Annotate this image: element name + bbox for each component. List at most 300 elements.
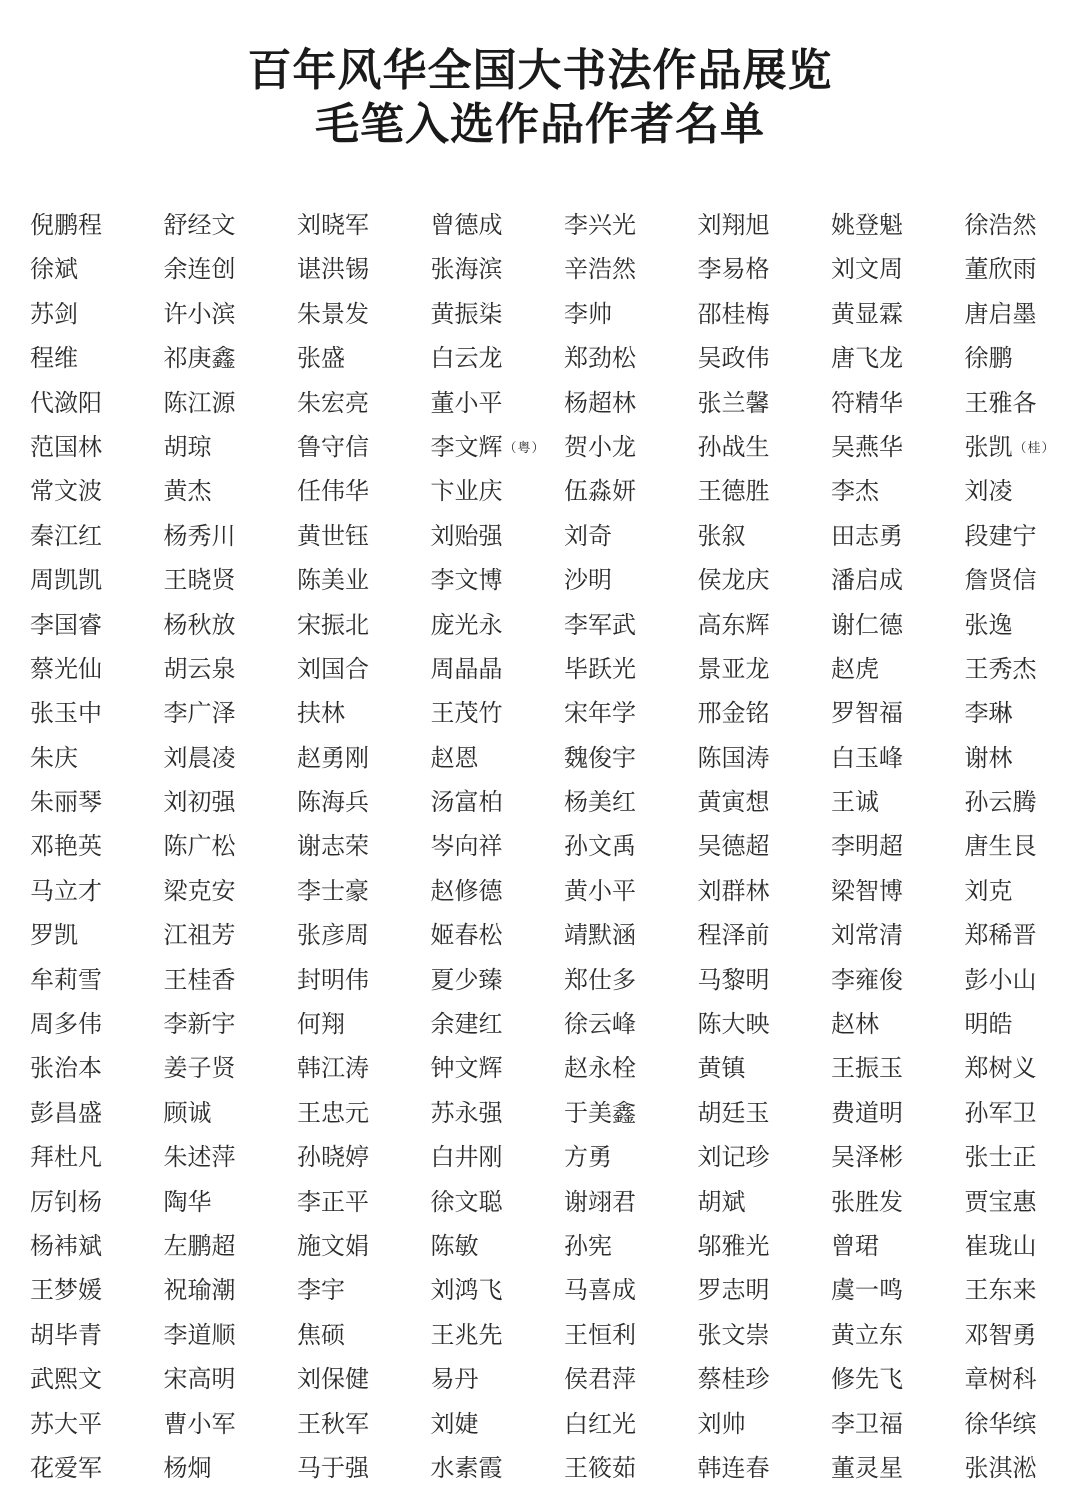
author-name xyxy=(698,469,832,513)
author-name xyxy=(831,1357,965,1401)
author-name xyxy=(164,1402,298,1446)
author-name-text: 侯龙庆 xyxy=(697,566,770,595)
author-name xyxy=(431,869,565,913)
author-name xyxy=(164,1446,298,1490)
author-name-text: 顾诚 xyxy=(163,1098,212,1127)
author-name xyxy=(698,1402,832,1446)
author-name xyxy=(431,1180,565,1224)
author-name-text: 赵修德 xyxy=(430,876,503,905)
author-name xyxy=(297,1002,431,1046)
author-name-text: 靖默涵 xyxy=(564,921,636,950)
author-name-text: 胡毕青 xyxy=(30,1320,102,1349)
author-name-text: 李道顺 xyxy=(163,1320,236,1349)
author-name xyxy=(965,1002,1080,1046)
author-name xyxy=(698,203,832,247)
author-name xyxy=(564,247,698,291)
author-name xyxy=(564,1402,698,1446)
author-name xyxy=(431,1402,565,1446)
author-name-text: 吴燕华 xyxy=(831,432,903,461)
author-name-text: 王晓贤 xyxy=(163,566,236,595)
author-name xyxy=(831,1313,965,1357)
author-name-text: 李宇 xyxy=(297,1276,345,1305)
author-name-text: 罗志明 xyxy=(697,1276,770,1305)
author-name xyxy=(831,647,965,691)
author-name-text: 孙晓婷 xyxy=(297,1143,369,1172)
author-name-text: 陈江源 xyxy=(163,388,236,417)
author-name-text: 余建红 xyxy=(430,1010,503,1039)
author-name-text: 马立才 xyxy=(30,876,102,905)
author-name xyxy=(965,469,1080,513)
author-name-text: 庞光永 xyxy=(430,610,503,639)
author-name xyxy=(297,913,431,957)
author-name xyxy=(30,913,164,957)
author-name-text: 王梦媛 xyxy=(30,1276,102,1305)
author-name-text: 刘鸿飞 xyxy=(430,1276,503,1305)
author-name-text: 陈广松 xyxy=(163,832,236,861)
author-name xyxy=(431,425,565,469)
author-name xyxy=(297,469,431,513)
author-name xyxy=(297,336,431,380)
author-name xyxy=(297,691,431,735)
author-name-text: 杨炯 xyxy=(163,1453,212,1482)
author-name-text: 蔡桂珍 xyxy=(697,1365,770,1394)
author-name-text: 陈大映 xyxy=(697,1010,770,1039)
author-name xyxy=(431,647,565,691)
author-name xyxy=(698,691,832,735)
author-name-text: 宋高明 xyxy=(163,1365,236,1394)
author-name-text: 任伟华 xyxy=(297,477,369,506)
author-name-text: 王德胜 xyxy=(697,477,770,506)
author-name-text: 王兆先 xyxy=(430,1320,503,1349)
author-name xyxy=(698,736,832,780)
author-name xyxy=(564,1180,698,1224)
author-name xyxy=(164,647,298,691)
author-name-text: 黄立东 xyxy=(831,1320,903,1349)
author-name xyxy=(831,780,965,824)
author-name xyxy=(698,425,832,469)
author-name xyxy=(431,558,565,602)
author-name xyxy=(431,780,565,824)
author-name-text: 倪鹏程 xyxy=(30,211,102,239)
author-name xyxy=(297,1046,431,1090)
author-name xyxy=(297,203,431,247)
author-name-text: 黄杰 xyxy=(163,477,212,506)
author-name xyxy=(30,1135,164,1179)
author-name xyxy=(698,1091,832,1135)
author-name-text: 李文辉 xyxy=(430,432,503,461)
author-name xyxy=(431,1091,565,1135)
author-name xyxy=(30,1357,164,1401)
author-name-text: 张胜发 xyxy=(831,1187,903,1216)
author-name-text: 张海滨 xyxy=(430,255,503,284)
author-name-text: 董灵星 xyxy=(831,1453,903,1482)
author-name xyxy=(297,1180,431,1224)
author-name xyxy=(431,514,565,558)
author-name-text: 卞业庆 xyxy=(430,477,503,506)
author-name xyxy=(965,824,1080,868)
author-name xyxy=(30,603,164,647)
author-name xyxy=(965,381,1080,425)
author-name xyxy=(164,958,298,1002)
author-name-text: 刘贻强 xyxy=(430,521,503,550)
author-name xyxy=(431,824,565,868)
author-name-text: 刘帅 xyxy=(697,1409,746,1438)
author-name-text: 梁克安 xyxy=(163,876,236,905)
author-name xyxy=(831,247,965,291)
author-name xyxy=(164,1180,298,1224)
author-name-text: 李兴光 xyxy=(564,211,636,239)
author-name-text: 白玉峰 xyxy=(831,743,903,772)
author-name xyxy=(30,203,164,247)
author-name-text: 高东辉 xyxy=(697,610,770,639)
author-name xyxy=(297,647,431,691)
author-name xyxy=(564,1224,698,1268)
author-name xyxy=(431,1313,565,1357)
author-name-text: 厉钊杨 xyxy=(30,1187,102,1216)
author-name xyxy=(431,1224,565,1268)
author-name-text: 徐文聪 xyxy=(430,1187,503,1216)
author-name xyxy=(831,1268,965,1312)
author-name xyxy=(431,1002,565,1046)
author-name xyxy=(164,1091,298,1135)
author-name-text: 梁智博 xyxy=(831,876,903,905)
author-name-text: 刘婕 xyxy=(430,1409,479,1438)
author-name-text: 谢仁德 xyxy=(831,610,903,639)
author-name xyxy=(297,824,431,868)
author-name-grid xyxy=(30,203,1080,1490)
author-name-text: 陈海兵 xyxy=(297,788,369,817)
author-name xyxy=(564,603,698,647)
author-name-text: 舒经文 xyxy=(163,211,236,239)
author-name-text: 孙军卫 xyxy=(964,1098,1037,1127)
author-name xyxy=(698,1268,832,1312)
author-name-text: 李士豪 xyxy=(297,876,369,905)
author-name-text: 李广泽 xyxy=(163,699,236,728)
author-name xyxy=(564,913,698,957)
author-name-text: 朱丽琴 xyxy=(30,788,102,817)
author-name-text: 王茂竹 xyxy=(430,699,503,728)
author-name-text: 谌洪锡 xyxy=(297,255,369,284)
author-name-text: 许小滨 xyxy=(163,299,236,328)
author-name xyxy=(564,958,698,1002)
author-name xyxy=(831,1180,965,1224)
author-name-text: 曾珺 xyxy=(831,1231,879,1260)
author-name xyxy=(164,514,298,558)
author-name xyxy=(297,958,431,1002)
author-name-text: 刘凌 xyxy=(964,477,1013,506)
author-name xyxy=(30,691,164,735)
author-name xyxy=(30,1313,164,1357)
author-name xyxy=(30,1002,164,1046)
author-name-text: 罗凯 xyxy=(30,921,78,950)
author-name xyxy=(831,691,965,735)
author-name xyxy=(30,558,164,602)
author-name-text: 周晶晶 xyxy=(430,654,503,683)
author-name xyxy=(297,1357,431,1401)
author-name-text: 拜杜凡 xyxy=(30,1143,102,1172)
author-name-text: 谢志荣 xyxy=(297,832,369,861)
author-name-text: 白红光 xyxy=(564,1409,636,1438)
author-name xyxy=(297,292,431,336)
author-name-text: 周凯凯 xyxy=(30,566,102,595)
author-name-text: 刘国合 xyxy=(297,654,369,683)
author-name-text: 侯君萍 xyxy=(564,1365,636,1394)
author-name xyxy=(831,381,965,425)
author-name-text: 张玉中 xyxy=(30,699,102,728)
author-name xyxy=(831,869,965,913)
author-name-text: 孙战生 xyxy=(697,432,770,461)
author-name xyxy=(965,691,1080,735)
author-name xyxy=(965,1224,1080,1268)
author-name xyxy=(431,381,565,425)
author-name xyxy=(698,247,832,291)
author-name-text: 黄世钰 xyxy=(297,521,369,550)
author-name-text: 杨美红 xyxy=(564,788,636,817)
author-name-text: 修先飞 xyxy=(831,1365,903,1394)
author-name-text: 杨超林 xyxy=(564,388,636,417)
author-name xyxy=(698,913,832,957)
author-name xyxy=(164,1002,298,1046)
author-name xyxy=(698,292,832,336)
author-name-text: 邓智勇 xyxy=(964,1320,1037,1349)
author-name-text: 王桂香 xyxy=(163,965,236,994)
author-name-text: 辛浩然 xyxy=(564,255,636,284)
author-name-text: 伍淼妍 xyxy=(564,477,636,506)
author-name-text: 李帅 xyxy=(564,299,612,328)
author-name-text: 代潋阳 xyxy=(30,388,102,417)
author-name-text: 余连创 xyxy=(163,255,236,284)
author-name xyxy=(965,869,1080,913)
author-name xyxy=(698,1002,832,1046)
author-name-text: 赵林 xyxy=(831,1010,879,1039)
author-name-text: 王秋军 xyxy=(297,1409,369,1438)
author-name-text: 张彦周 xyxy=(297,921,369,950)
author-name xyxy=(965,336,1080,380)
author-name-text: 田志勇 xyxy=(831,521,903,550)
author-name xyxy=(164,736,298,780)
author-name-text: 黄振柒 xyxy=(430,299,503,328)
author-name xyxy=(431,1446,565,1490)
author-name-text: 祝瑜潮 xyxy=(163,1276,236,1305)
author-name xyxy=(297,558,431,602)
author-name xyxy=(30,1224,164,1268)
author-name xyxy=(831,203,965,247)
author-name-text: 张叙 xyxy=(697,521,746,550)
author-name-text: 于美鑫 xyxy=(564,1098,636,1127)
author-name xyxy=(698,1357,832,1401)
author-name-text: 张盛 xyxy=(297,344,345,373)
author-name xyxy=(164,292,298,336)
author-name xyxy=(431,913,565,957)
author-name-text: 李文博 xyxy=(430,566,503,595)
author-name-text: 段建宁 xyxy=(964,521,1037,550)
author-name-text: 朱述萍 xyxy=(163,1143,236,1172)
author-name xyxy=(698,869,832,913)
author-name-text: 张凯 xyxy=(964,432,1013,461)
author-name xyxy=(30,958,164,1002)
author-name xyxy=(564,647,698,691)
author-name xyxy=(297,1313,431,1357)
author-name-text: 邵桂梅 xyxy=(697,299,770,328)
author-name xyxy=(965,1357,1080,1401)
author-name-text: 邢金铭 xyxy=(697,699,770,728)
author-name-text: 李明超 xyxy=(831,832,903,861)
author-name-text: 何翔 xyxy=(297,1010,345,1039)
author-name xyxy=(30,247,164,291)
author-name xyxy=(30,824,164,868)
author-name-text: 吴泽彬 xyxy=(831,1143,903,1172)
author-name xyxy=(297,603,431,647)
author-name xyxy=(698,647,832,691)
author-name xyxy=(297,780,431,824)
author-name-text: 赵虎 xyxy=(831,654,879,683)
author-name xyxy=(564,1357,698,1401)
author-name-text: 刘记珍 xyxy=(697,1143,770,1172)
author-name-text: 陈美业 xyxy=(297,566,369,595)
author-name xyxy=(698,780,832,824)
author-name-text: 刘初强 xyxy=(163,788,236,817)
author-name-text: 韩连春 xyxy=(697,1453,770,1482)
author-name-text: 彭昌盛 xyxy=(30,1098,102,1127)
author-name-text: 郑树义 xyxy=(964,1054,1037,1083)
author-name xyxy=(965,1046,1080,1090)
author-name xyxy=(431,603,565,647)
author-name xyxy=(431,336,565,380)
author-name-text: 扶林 xyxy=(297,699,345,728)
author-name xyxy=(831,603,965,647)
author-name xyxy=(965,1180,1080,1224)
author-name xyxy=(965,736,1080,780)
author-name xyxy=(831,736,965,780)
author-name xyxy=(431,1135,565,1179)
author-name-text: 郑仕多 xyxy=(564,965,636,994)
author-name xyxy=(297,1402,431,1446)
author-name-text: 水素霞 xyxy=(430,1453,503,1482)
author-name-text: 景亚龙 xyxy=(697,654,770,683)
author-name-text: 邬雅光 xyxy=(697,1231,770,1260)
author-name xyxy=(965,425,1080,469)
author-name-text: 费道明 xyxy=(831,1098,903,1127)
author-name xyxy=(164,1046,298,1090)
author-name xyxy=(164,1135,298,1179)
author-name xyxy=(297,1224,431,1268)
author-name xyxy=(164,336,298,380)
author-name-text: 韩江涛 xyxy=(297,1054,369,1083)
author-name xyxy=(431,1046,565,1090)
author-name-text: 宋年学 xyxy=(564,699,636,728)
author-name-text: 马于强 xyxy=(297,1453,369,1482)
author-name xyxy=(831,292,965,336)
author-name-text: 牟莉雪 xyxy=(30,965,102,994)
author-name xyxy=(564,203,698,247)
author-name xyxy=(564,425,698,469)
author-name xyxy=(698,958,832,1002)
author-name xyxy=(698,1446,832,1490)
author-name xyxy=(164,558,298,602)
author-name-text: 马黎明 xyxy=(697,965,770,994)
author-name xyxy=(297,425,431,469)
author-name xyxy=(965,1091,1080,1135)
author-name-text: 周多伟 xyxy=(30,1010,102,1039)
author-name xyxy=(431,292,565,336)
author-name-text: 魏俊宇 xyxy=(564,743,636,772)
author-name xyxy=(164,1224,298,1268)
author-name-text: 徐鹏 xyxy=(964,344,1013,373)
title-line-1: 百年风华全国大书法作品展览 xyxy=(247,45,833,96)
author-name xyxy=(564,558,698,602)
author-name xyxy=(564,780,698,824)
author-name-text: 唐启墨 xyxy=(964,299,1037,328)
author-name xyxy=(30,1268,164,1312)
author-name xyxy=(965,514,1080,558)
author-name-text: 程泽前 xyxy=(697,921,770,950)
author-name-text: 徐云峰 xyxy=(564,1010,636,1039)
author-name xyxy=(698,603,832,647)
author-name-text: 虞一鸣 xyxy=(831,1276,903,1305)
author-name-text: 刘克 xyxy=(964,876,1013,905)
author-name-text: 贾宝惠 xyxy=(964,1187,1037,1216)
author-name xyxy=(965,958,1080,1002)
author-name xyxy=(431,203,565,247)
author-name-text: 郑稀晋 xyxy=(964,921,1037,950)
author-name xyxy=(698,1180,832,1224)
author-name-text: 胡云泉 xyxy=(163,654,236,683)
author-name xyxy=(564,691,698,735)
author-name xyxy=(30,869,164,913)
author-name-text: 赵永栓 xyxy=(564,1054,636,1083)
author-name xyxy=(431,691,565,735)
author-name xyxy=(831,1224,965,1268)
author-name-text: 孙云腾 xyxy=(964,788,1037,817)
author-name-text: 姬春松 xyxy=(430,921,503,950)
author-name xyxy=(564,869,698,913)
author-name-text: 贺小龙 xyxy=(564,432,636,461)
author-name-text: 苏永强 xyxy=(430,1098,503,1127)
author-name xyxy=(965,1313,1080,1357)
author-name xyxy=(164,691,298,735)
author-name xyxy=(297,1446,431,1490)
author-name xyxy=(965,913,1080,957)
author-name-text: 谢翊君 xyxy=(564,1187,636,1216)
author-name xyxy=(297,1268,431,1312)
author-name xyxy=(30,292,164,336)
title-line-2: 毛笔入选作品作者名单 xyxy=(315,99,765,150)
author-name xyxy=(965,203,1080,247)
author-name-text: 李雍俊 xyxy=(831,965,903,994)
author-region-note: （粤） xyxy=(503,440,546,456)
author-name-text: 徐斌 xyxy=(30,255,78,284)
author-name-text: 张兰馨 xyxy=(697,388,770,417)
author-name-text: 胡斌 xyxy=(697,1187,746,1216)
author-name-text: 孙宪 xyxy=(564,1231,612,1260)
author-name xyxy=(164,1268,298,1312)
author-name xyxy=(30,425,164,469)
author-name-text: 陶华 xyxy=(163,1187,212,1216)
author-name xyxy=(965,1135,1080,1179)
author-name-text: 程维 xyxy=(30,344,78,373)
author-name xyxy=(831,1046,965,1090)
author-name xyxy=(831,913,965,957)
author-name-text: 常文波 xyxy=(30,477,102,506)
author-name-text: 蔡光仙 xyxy=(30,654,102,683)
author-name xyxy=(965,292,1080,336)
author-name-text: 黄显霖 xyxy=(831,299,903,328)
author-name-text: 赵勇刚 xyxy=(297,743,369,772)
author-name-text: 李琳 xyxy=(964,699,1013,728)
author-name xyxy=(431,958,565,1002)
author-name-text: 方勇 xyxy=(564,1143,612,1172)
author-name-text: 夏少臻 xyxy=(430,965,503,994)
